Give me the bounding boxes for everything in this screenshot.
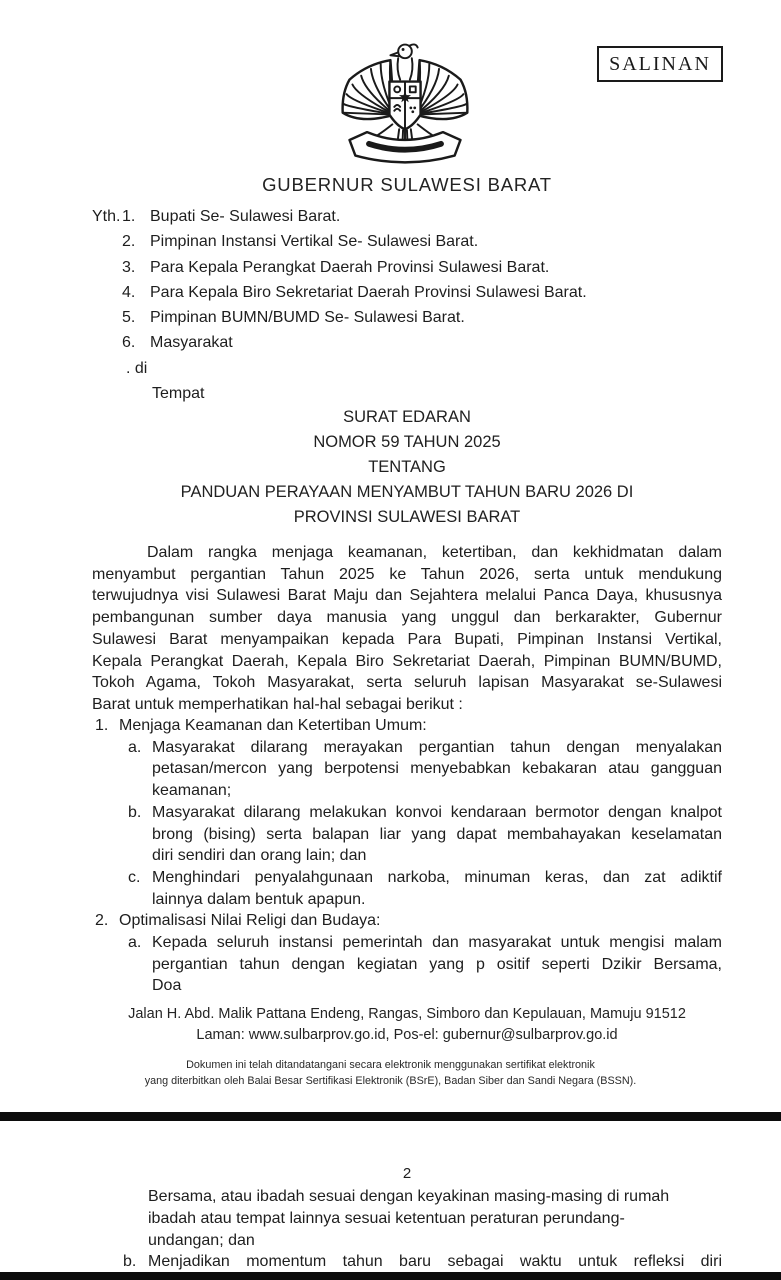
opening-paragraph: Dalam rangka menjaga keamanan, ketertiban, dan kekhidmatan dalam menyambut pergantian Tahun 2025 ke Tahun 2026, serta untuk mendukung terwujudnya visi Sulawesi Barat Maju dan Sejahtera melalui Panca Daya, khususnya pembangunan sumber daya manusia yang unggul dan berkarakter, Gubernur Sulawesi Barat menyampaikan kepada Para Bupati, Pimpinan Instansi Vertikal, Kepala Perangkat Daerah, Kepala Biro Sekretariat Daerah, Pimpinan BUMN/BUMD, Tokoh Agama, Tokoh Masyarakat, serta seluruh lapisan Masyarakat se-Sulawesi Barat untuk memperhatikan hal-hal sebagai berikut : [92, 544, 722, 713]
footer-contact: Laman: www.sulbarprov.go.id, Pos-el: gubernur@sulbarprov.go.id [196, 1027, 618, 1043]
doc-subject-1: PANDUAN PERAYAAN MENYAMBUT TAHUN BARU 2026 DI [180, 483, 634, 501]
bottom-edge-bar [0, 1272, 781, 1280]
doc-tentang: TENTANG [368, 458, 446, 476]
addressee-row: 6. Masyarakat [122, 334, 233, 352]
subject-title-block [92, 405, 722, 530]
page-2-item-b: b. Menjadikan momentum tahun baru sebagai waktu untuk refleksi diri [123, 1253, 722, 1270]
page-separator-bar [0, 1112, 781, 1121]
list-item-1c: c. Menghindari penyalahgunaan narkoba, minuman keras, dan zat adiktif lainnya dalam bentuk apapun. [128, 868, 722, 908]
footer-street-address: Jalan H. Abd. Malik Pattana Endeng, Rangas, Simboro dan Kepulauan, Mamuju 91512 [128, 1006, 686, 1022]
salinan-stamp [597, 46, 723, 82]
directive-list [92, 715, 722, 997]
list-section-2: 2. Optimalisasi Nilai Religi dan Budaya: [95, 912, 381, 930]
addressee-row: 2. Pimpinan Instansi Vertikal Se- Sulawesi Barat. [122, 233, 479, 251]
addressee-row: 3. Para Kepala Perangkat Daerah Provinsi Sulawesi Barat. [122, 258, 550, 276]
letterhead-title: GUBERNUR SULAWESI BARAT [262, 174, 552, 195]
list-item-1b: b. Masyarakat dilarang melakukan konvoi kendaraan bermotor dengan knalpot brong (bising) serta balapan liar yang dapat membahayakan keselamatan diri sendiri dan orang lain; dan [128, 803, 722, 865]
doc-number: NOMOR 59 TAHUN 2025 [313, 433, 501, 451]
page-2-continuation: Bersama, atau ibadah sesuai dengan keyakinan masing-masing di rumah ibadah atau tempat lainnya sesuai ketentuan peraturan perundang- undangan; dan [148, 1188, 670, 1249]
addressee-row: 5. Pimpinan BUMN/BUMD Se- Sulawesi Barat. [122, 309, 465, 327]
page-2-number: 2 [402, 1165, 412, 1182]
yth-label: Yth. [92, 208, 121, 225]
list-section-1: 1. Menjaga Keamanan dan Ketertiban Umum: [95, 717, 427, 734]
addressee-tempat: Tempat [152, 385, 205, 403]
addressee-row: 4. Para Kepala Biro Sekretariat Daerah Provinsi Sulawesi Barat. [122, 283, 587, 301]
addressee-block [92, 204, 722, 406]
doc-subject-2: PROVINSI SULAWESI BARAT [293, 508, 521, 526]
esign-disclaimer: Dokumen ini telah ditandatangani secara elektronik menggunakan sertifikat elektronik yang diterbitkan oleh Balai Besar Sertifikasi Elektronik (BSrE), Badan Siber dan Sandi Negara (BSSN). [144, 1059, 637, 1087]
list-item-2a: a. Kepada seluruh instansi pemerintah dan masyarakat untuk mengisi malam pergantian tahun dengan kegiatan yang p ositif seperti Dzikir Bersama, Doa [128, 934, 722, 995]
doc-type: SURAT EDARAN [343, 408, 471, 426]
salinan-label: SALINAN [609, 52, 711, 75]
addressee-row: Yth. 1. Bupati Se- Sulawesi Barat. [92, 204, 722, 229]
letterhead-footer [92, 1004, 722, 1046]
list-item-1a: a. Masyarakat dilarang merayakan pergantian tahun dengan menyalakan petasan/mercon yang berpotensi menyebabkan kebakaran atau gangguan keamanan; [128, 738, 722, 800]
addressee-di: . di [126, 359, 148, 377]
garuda-pancasila-emblem [332, 33, 478, 171]
